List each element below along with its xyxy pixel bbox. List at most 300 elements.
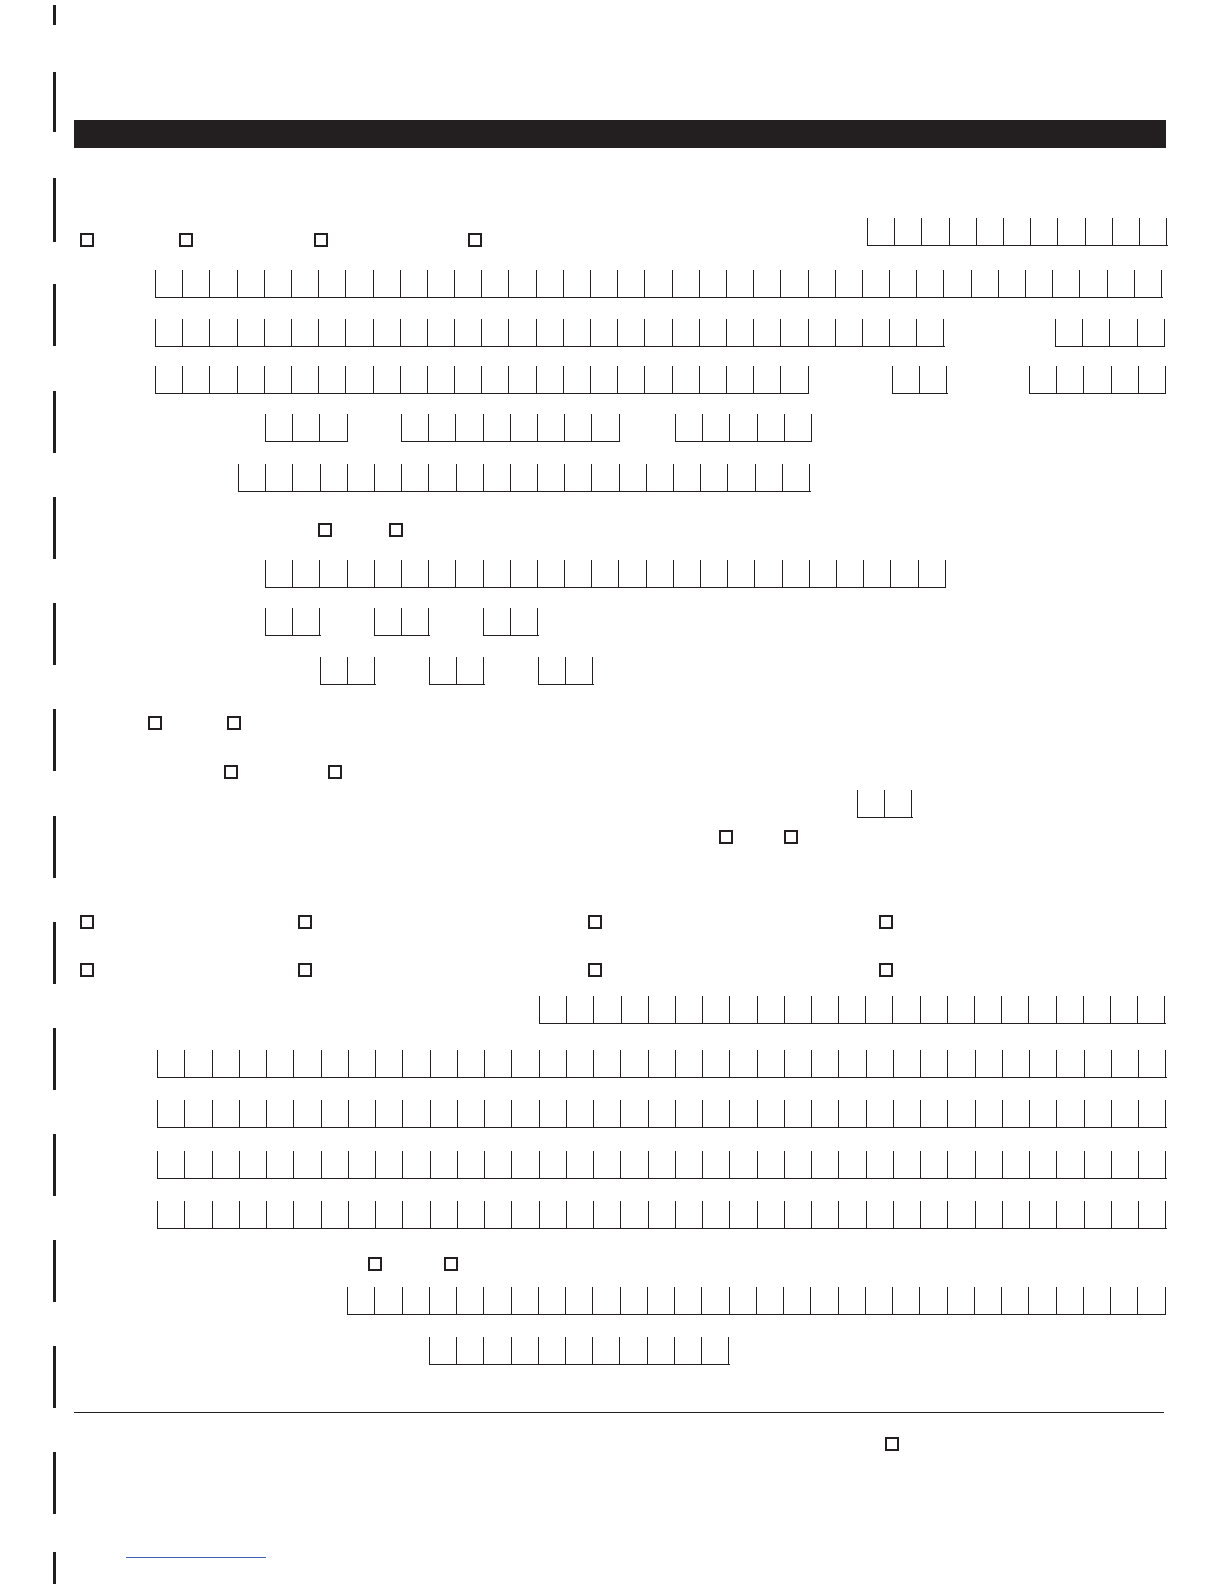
comb-cell[interactable]: [1110, 319, 1137, 346]
comb-cell[interactable]: [512, 1151, 539, 1178]
comb-cell[interactable]: [431, 1050, 458, 1077]
comb-field-row-mm-b[interactable]: [429, 657, 485, 685]
comb-cell[interactable]: [948, 1100, 975, 1127]
comb-cell[interactable]: [265, 270, 292, 297]
comb-cell[interactable]: [976, 1050, 1003, 1077]
comb-cell[interactable]: [567, 1100, 594, 1127]
comb-cell[interactable]: [649, 996, 676, 1023]
comb-cell[interactable]: [213, 1201, 240, 1228]
comb-cell[interactable]: [321, 657, 348, 684]
comb-cell[interactable]: [240, 1050, 267, 1077]
comb-cell[interactable]: [567, 1201, 594, 1228]
comb-cell[interactable]: [785, 1100, 812, 1127]
comb-cell[interactable]: [485, 1050, 512, 1077]
comb-cell[interactable]: [885, 790, 912, 817]
comb-cell[interactable]: [512, 1201, 539, 1228]
comb-cell[interactable]: [431, 1100, 458, 1127]
comb-cell[interactable]: [894, 1201, 921, 1228]
comb-cell[interactable]: [922, 218, 949, 245]
comb-cell[interactable]: [484, 1287, 511, 1314]
comb-cell[interactable]: [1085, 1201, 1112, 1228]
comb-cell[interactable]: [758, 996, 785, 1023]
comb-cell[interactable]: [349, 1201, 376, 1228]
comb-cell[interactable]: [649, 1100, 676, 1127]
comb-cell[interactable]: [1138, 996, 1165, 1023]
comb-cell[interactable]: [429, 414, 456, 441]
comb-cell[interactable]: [812, 1050, 839, 1077]
comb-cell[interactable]: [511, 414, 538, 441]
comb-cell[interactable]: [210, 366, 237, 393]
comb-cell[interactable]: [456, 414, 483, 441]
comb-cell[interactable]: [757, 1287, 784, 1314]
checkbox[interactable]: [588, 963, 602, 977]
comb-cell[interactable]: [1030, 366, 1057, 393]
comb-cell[interactable]: [593, 1337, 620, 1364]
comb-cell[interactable]: [1085, 1100, 1112, 1127]
comb-cell[interactable]: [1057, 1151, 1084, 1178]
comb-cell[interactable]: [346, 366, 373, 393]
comb-cell[interactable]: [867, 1050, 894, 1077]
comb-cell[interactable]: [727, 366, 754, 393]
comb-cell[interactable]: [509, 319, 536, 346]
comb-cell[interactable]: [867, 1201, 894, 1228]
comb-cell[interactable]: [730, 414, 757, 441]
comb-cell[interactable]: [676, 1151, 703, 1178]
comb-cell[interactable]: [185, 1050, 212, 1077]
comb-cell[interactable]: [1112, 1050, 1139, 1077]
comb-cell[interactable]: [948, 1050, 975, 1077]
comb-cell[interactable]: [1111, 996, 1138, 1023]
comb-cell[interactable]: [511, 608, 538, 635]
comb-cell[interactable]: [972, 270, 999, 297]
comb-cell[interactable]: [1056, 319, 1083, 346]
comb-cell[interactable]: [430, 657, 457, 684]
checkbox[interactable]: [80, 963, 94, 977]
comb-cell[interactable]: [458, 1100, 485, 1127]
comb-cell[interactable]: [240, 1151, 267, 1178]
comb-cell[interactable]: [944, 270, 971, 297]
comb-cell[interactable]: [403, 1287, 430, 1314]
comb-cell[interactable]: [349, 1151, 376, 1178]
comb-cell[interactable]: [620, 1337, 647, 1364]
comb-cell[interactable]: [267, 1050, 294, 1077]
comb-cell[interactable]: [430, 1337, 457, 1364]
comb-cell[interactable]: [894, 1100, 921, 1127]
comb-cell[interactable]: [375, 560, 402, 587]
comb-cell[interactable]: [403, 1201, 430, 1228]
comb-cell[interactable]: [293, 560, 320, 587]
comb-cell[interactable]: [592, 414, 619, 441]
comb-cell[interactable]: [754, 366, 781, 393]
comb-cell[interactable]: [540, 1151, 567, 1178]
comb-cell[interactable]: [673, 319, 700, 346]
comb-cell[interactable]: [319, 270, 346, 297]
comb-cell[interactable]: [645, 366, 672, 393]
comb-cell[interactable]: [754, 319, 781, 346]
comb-cell[interactable]: [210, 270, 237, 297]
comb-cell[interactable]: [567, 1050, 594, 1077]
comb-cell[interactable]: [185, 1151, 212, 1178]
comb-cell[interactable]: [322, 1100, 349, 1127]
comb-cell[interactable]: [266, 464, 293, 491]
comb-cell[interactable]: [292, 270, 319, 297]
comb-cell[interactable]: [294, 1201, 321, 1228]
comb-cell[interactable]: [266, 608, 293, 635]
comb-cell[interactable]: [158, 1100, 185, 1127]
comb-field-section2-code[interactable]: [429, 1337, 730, 1365]
comb-cell[interactable]: [538, 414, 565, 441]
comb-cell[interactable]: [1002, 1287, 1029, 1314]
comb-cell[interactable]: [375, 464, 402, 491]
comb-cell[interactable]: [700, 270, 727, 297]
comb-cell[interactable]: [1140, 218, 1167, 245]
comb-cell[interactable]: [457, 464, 484, 491]
comb-cell[interactable]: [920, 366, 947, 393]
comb-cell[interactable]: [266, 560, 293, 587]
comb-cell[interactable]: [376, 1100, 403, 1127]
comb-cell[interactable]: [266, 414, 293, 441]
comb-cell[interactable]: [781, 270, 808, 297]
comb-field-row-city[interactable]: [155, 366, 809, 394]
comb-cell[interactable]: [484, 560, 511, 587]
comb-cell[interactable]: [1084, 1287, 1111, 1314]
comb-cell[interactable]: [867, 1100, 894, 1127]
comb-cell[interactable]: [482, 270, 509, 297]
comb-cell[interactable]: [429, 560, 456, 587]
comb-cell[interactable]: [1112, 1100, 1139, 1127]
comb-cell[interactable]: [1057, 1201, 1084, 1228]
comb-field-row-address-b[interactable]: [1055, 319, 1165, 347]
comb-cell[interactable]: [976, 1201, 1003, 1228]
comb-cell[interactable]: [730, 1100, 757, 1127]
comb-cell[interactable]: [346, 319, 373, 346]
comb-cell[interactable]: [812, 1100, 839, 1127]
comb-cell[interactable]: [402, 464, 429, 491]
comb-cell[interactable]: [758, 414, 785, 441]
comb-cell[interactable]: [1030, 1100, 1057, 1127]
comb-cell[interactable]: [674, 560, 701, 587]
comb-cell[interactable]: [322, 1151, 349, 1178]
checkbox[interactable]: [328, 765, 342, 779]
comb-cell[interactable]: [185, 1201, 212, 1228]
comb-cell[interactable]: [891, 560, 918, 587]
comb-cell[interactable]: [701, 464, 728, 491]
comb-cell[interactable]: [455, 366, 482, 393]
comb-cell[interactable]: [458, 1050, 485, 1077]
comb-cell[interactable]: [402, 560, 429, 587]
comb-cell[interactable]: [1003, 1100, 1030, 1127]
checkbox[interactable]: [298, 963, 312, 977]
comb-cell[interactable]: [293, 464, 320, 491]
comb-cell[interactable]: [703, 1050, 730, 1077]
comb-cell[interactable]: [403, 1050, 430, 1077]
checkbox[interactable]: [588, 915, 602, 929]
comb-cell[interactable]: [1057, 1050, 1084, 1077]
comb-cell[interactable]: [702, 1337, 729, 1364]
comb-cell[interactable]: [890, 270, 917, 297]
comb-cell[interactable]: [917, 319, 944, 346]
comb-cell[interactable]: [701, 560, 728, 587]
comb-cell[interactable]: [213, 1151, 240, 1178]
comb-cell[interactable]: [1108, 270, 1135, 297]
comb-cell[interactable]: [429, 464, 456, 491]
comb-cell[interactable]: [401, 319, 428, 346]
comb-cell[interactable]: [375, 1287, 402, 1314]
comb-cell[interactable]: [1026, 270, 1053, 297]
comb-cell[interactable]: [565, 414, 592, 441]
comb-cell[interactable]: [593, 1287, 620, 1314]
comb-cell[interactable]: [785, 1201, 812, 1228]
comb-cell[interactable]: [322, 1201, 349, 1228]
comb-cell[interactable]: [265, 319, 292, 346]
comb-cell[interactable]: [866, 996, 893, 1023]
comb-cell[interactable]: [537, 319, 564, 346]
comb-cell[interactable]: [948, 1151, 975, 1178]
comb-cell[interactable]: [509, 270, 536, 297]
comb-field-row-date-b[interactable]: [401, 414, 620, 442]
comb-cell[interactable]: [1004, 218, 1031, 245]
comb-cell[interactable]: [403, 1151, 430, 1178]
comb-cell[interactable]: [619, 560, 646, 587]
comb-cell[interactable]: [183, 319, 210, 346]
checkbox[interactable]: [885, 1437, 899, 1451]
comb-cell[interactable]: [674, 464, 701, 491]
checkbox[interactable]: [80, 915, 94, 929]
comb-cell[interactable]: [621, 1151, 648, 1178]
comb-cell[interactable]: [622, 996, 649, 1023]
comb-cell[interactable]: [1139, 366, 1166, 393]
comb-cell[interactable]: [349, 1050, 376, 1077]
comb-cell[interactable]: [783, 560, 810, 587]
comb-cell[interactable]: [509, 366, 536, 393]
comb-cell[interactable]: [348, 657, 375, 684]
comb-cell[interactable]: [839, 1201, 866, 1228]
comb-cell[interactable]: [1003, 1151, 1030, 1178]
comb-cell[interactable]: [348, 1287, 375, 1314]
comb-cell[interactable]: [401, 366, 428, 393]
comb-cell[interactable]: [428, 319, 455, 346]
comb-field-row-date-a[interactable]: [265, 414, 348, 442]
comb-cell[interactable]: [812, 1201, 839, 1228]
comb-cell[interactable]: [538, 560, 565, 587]
comb-field-row-address-a[interactable]: [155, 319, 945, 347]
comb-cell[interactable]: [618, 366, 645, 393]
comb-cell[interactable]: [999, 270, 1026, 297]
comb-field-section2-line1[interactable]: [157, 1050, 1167, 1078]
comb-cell[interactable]: [1003, 1201, 1030, 1228]
checkbox[interactable]: [784, 830, 798, 844]
checkbox[interactable]: [879, 963, 893, 977]
comb-cell[interactable]: [455, 319, 482, 346]
comb-cell[interactable]: [402, 414, 429, 441]
comb-cell[interactable]: [511, 464, 538, 491]
comb-cell[interactable]: [512, 1287, 539, 1314]
comb-cell[interactable]: [537, 270, 564, 297]
comb-cell[interactable]: [975, 996, 1002, 1023]
checkbox[interactable]: [148, 716, 162, 730]
comb-field-section2-line3[interactable]: [157, 1151, 1167, 1179]
comb-cell[interactable]: [1139, 1201, 1166, 1228]
comb-cell[interactable]: [758, 1050, 785, 1077]
comb-cell[interactable]: [484, 464, 511, 491]
comb-cell[interactable]: [239, 464, 266, 491]
comb-cell[interactable]: [1086, 218, 1113, 245]
comb-cell[interactable]: [812, 1151, 839, 1178]
comb-cell[interactable]: [785, 414, 812, 441]
comb-cell[interactable]: [810, 560, 837, 587]
comb-cell[interactable]: [1030, 1201, 1057, 1228]
comb-cell[interactable]: [594, 1100, 621, 1127]
comb-cell[interactable]: [293, 608, 320, 635]
comb-cell[interactable]: [1030, 1050, 1057, 1077]
comb-cell[interactable]: [183, 366, 210, 393]
comb-cell[interactable]: [348, 464, 375, 491]
comb-cell[interactable]: [1029, 1287, 1056, 1314]
comb-cell[interactable]: [673, 366, 700, 393]
comb-cell[interactable]: [839, 1050, 866, 1077]
comb-cell[interactable]: [645, 270, 672, 297]
comb-cell[interactable]: [292, 319, 319, 346]
comb-cell[interactable]: [238, 366, 265, 393]
comb-cell[interactable]: [267, 1100, 294, 1127]
comb-cell[interactable]: [890, 319, 917, 346]
comb-cell[interactable]: [320, 560, 347, 587]
comb-cell[interactable]: [484, 1337, 511, 1364]
comb-cell[interactable]: [727, 270, 754, 297]
comb-cell[interactable]: [321, 464, 348, 491]
comb-cell[interactable]: [728, 560, 755, 587]
comb-cell[interactable]: [700, 319, 727, 346]
comb-cell[interactable]: [320, 414, 347, 441]
comb-cell[interactable]: [455, 270, 482, 297]
comb-cell[interactable]: [785, 1151, 812, 1178]
comb-cell[interactable]: [621, 1287, 648, 1314]
comb-cell[interactable]: [703, 1151, 730, 1178]
comb-cell[interactable]: [349, 1100, 376, 1127]
comb-cell[interactable]: [703, 414, 730, 441]
comb-cell[interactable]: [837, 560, 864, 587]
comb-cell[interactable]: [539, 1337, 566, 1364]
comb-field-section2-number[interactable]: [347, 1287, 1166, 1315]
comb-cell[interactable]: [894, 1151, 921, 1178]
comb-cell[interactable]: [540, 1201, 567, 1228]
comb-cell[interactable]: [539, 1287, 566, 1314]
comb-cell[interactable]: [538, 464, 565, 491]
comb-cell[interactable]: [267, 1151, 294, 1178]
comb-cell[interactable]: [1112, 1201, 1139, 1228]
comb-cell[interactable]: [895, 218, 922, 245]
comb-cell[interactable]: [921, 1050, 948, 1077]
comb-cell[interactable]: [564, 366, 591, 393]
comb-cell[interactable]: [836, 319, 863, 346]
comb-cell[interactable]: [540, 1100, 567, 1127]
comb-cell[interactable]: [210, 319, 237, 346]
comb-cell[interactable]: [809, 270, 836, 297]
comb-cell[interactable]: [1085, 1050, 1112, 1077]
comb-cell[interactable]: [676, 996, 703, 1023]
comb-cell[interactable]: [1002, 996, 1029, 1023]
comb-cell[interactable]: [1112, 366, 1139, 393]
comb-cell[interactable]: [758, 1201, 785, 1228]
comb-cell[interactable]: [567, 996, 594, 1023]
comb-cell[interactable]: [703, 1201, 730, 1228]
comb-cell[interactable]: [758, 1100, 785, 1127]
comb-cell[interactable]: [484, 608, 511, 635]
comb-cell[interactable]: [319, 319, 346, 346]
checkbox[interactable]: [227, 716, 241, 730]
comb-cell[interactable]: [592, 560, 619, 587]
comb-field-row-dd-c[interactable]: [483, 608, 539, 636]
comb-cell[interactable]: [755, 560, 782, 587]
comb-cell[interactable]: [430, 1287, 457, 1314]
comb-field-row-state[interactable]: [892, 366, 948, 394]
comb-cell[interactable]: [975, 1287, 1002, 1314]
comb-field-row-zip[interactable]: [1029, 366, 1166, 394]
comb-cell[interactable]: [809, 319, 836, 346]
comb-cell[interactable]: [158, 1151, 185, 1178]
comb-cell[interactable]: [1003, 1050, 1030, 1077]
comb-cell[interactable]: [428, 270, 455, 297]
comb-cell[interactable]: [592, 464, 619, 491]
comb-field-row-phone[interactable]: [238, 464, 811, 492]
comb-cell[interactable]: [1085, 1151, 1112, 1178]
comb-cell[interactable]: [238, 319, 265, 346]
comb-field-row-dd-b[interactable]: [374, 608, 430, 636]
comb-field-row-name[interactable]: [155, 270, 1163, 298]
comb-cell[interactable]: [591, 319, 618, 346]
comb-cell[interactable]: [727, 319, 754, 346]
comb-field-row-email[interactable]: [265, 560, 946, 588]
comb-cell[interactable]: [1113, 218, 1140, 245]
comb-cell[interactable]: [893, 1287, 920, 1314]
comb-cell[interactable]: [812, 996, 839, 1023]
comb-cell[interactable]: [512, 1050, 539, 1077]
comb-cell[interactable]: [621, 1201, 648, 1228]
comb-cell[interactable]: [839, 996, 866, 1023]
comb-cell[interactable]: [1058, 218, 1085, 245]
comb-cell[interactable]: [863, 270, 890, 297]
comb-cell[interactable]: [428, 366, 455, 393]
comb-cell[interactable]: [1111, 1287, 1138, 1314]
comb-cell[interactable]: [649, 1151, 676, 1178]
comb-cell[interactable]: [294, 1151, 321, 1178]
comb-cell[interactable]: [240, 1100, 267, 1127]
comb-cell[interactable]: [647, 560, 674, 587]
comb-field-top-right-id[interactable]: [867, 218, 1168, 246]
comb-cell[interactable]: [858, 790, 885, 817]
comb-cell[interactable]: [977, 218, 1004, 245]
comb-cell[interactable]: [457, 1337, 484, 1364]
comb-cell[interactable]: [864, 560, 891, 587]
comb-cell[interactable]: [485, 1151, 512, 1178]
comb-cell[interactable]: [894, 1050, 921, 1077]
comb-cell[interactable]: [156, 366, 183, 393]
comb-cell[interactable]: [1139, 1151, 1166, 1178]
comb-cell[interactable]: [811, 1287, 838, 1314]
comb-field-section2-line2[interactable]: [157, 1100, 1167, 1128]
comb-cell[interactable]: [730, 1201, 757, 1228]
comb-cell[interactable]: [540, 996, 567, 1023]
comb-cell[interactable]: [294, 1050, 321, 1077]
comb-field-section2-line4[interactable]: [157, 1201, 1167, 1229]
comb-cell[interactable]: [1057, 996, 1084, 1023]
comb-cell[interactable]: [158, 1201, 185, 1228]
comb-cell[interactable]: [267, 1201, 294, 1228]
comb-cell[interactable]: [676, 1201, 703, 1228]
comb-cell[interactable]: [1135, 270, 1162, 297]
comb-cell[interactable]: [183, 270, 210, 297]
comb-cell[interactable]: [836, 270, 863, 297]
